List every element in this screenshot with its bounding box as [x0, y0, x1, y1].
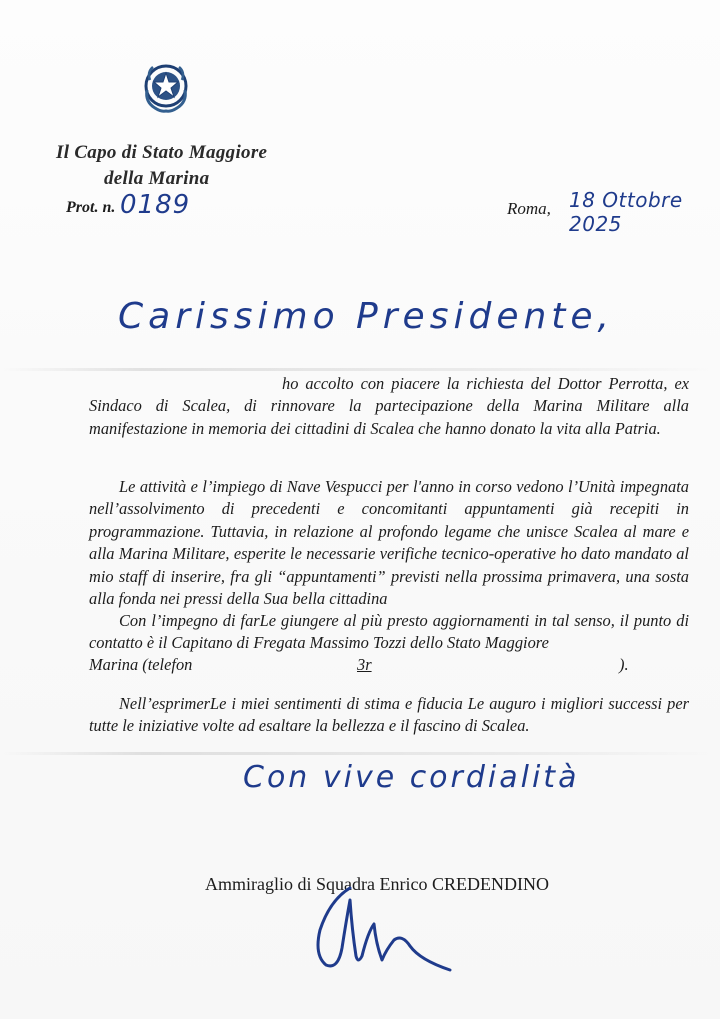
phone-mid: 3r: [357, 655, 372, 674]
letterhead-line2: della Marina: [104, 168, 210, 189]
signature-icon: [290, 860, 480, 980]
closing-handwritten: Con vive cordialità: [243, 760, 580, 795]
phone-end: ).: [619, 655, 629, 674]
date-handwritten: 18 Ottobre 2025: [569, 188, 683, 236]
date-place: Roma,: [507, 199, 551, 218]
letterhead-line1: Il Capo di Stato Maggiore: [56, 142, 268, 163]
body-paragraph-1: ho accolto con piacere la richiesta del Dottor Perrotta, ex Sindaco di Scalea, di rinnovare la partecipazione della Marina Militare alla manifestazione in memoria dei cittadini di Scalea che hanno donato la vita alla Patria.: [89, 374, 689, 438]
phone-prefix: Marina (telefon: [89, 655, 193, 674]
body-paragraph-3: Con l’impegno di farLe giungere al più presto aggiornamenti in tal senso, il punto di contatto è il Capitano di Fregata Massimo Tozzi dello Stato Maggiore: [89, 611, 689, 653]
protocol-number: 0189: [120, 190, 191, 220]
signer-name: Ammiraglio di Squadra Enrico CREDENDINO: [205, 874, 549, 894]
protocol-label: Prot. n.: [66, 199, 116, 216]
body-paragraph-4: Nell’esprimerLe i miei sentimenti di stima e fiducia Le auguro i migliori successi per tutte le iniziative volte ad esaltare la bellezza e il fascino di Scalea.: [89, 694, 689, 736]
salutation: Carissimo Presidente,: [118, 296, 614, 337]
fold-line: [0, 752, 720, 755]
italian-republic-emblem-icon: [141, 60, 191, 114]
body-paragraph-2: Le attività e l’impiego di Nave Vespucci per l'anno in corso vedono l’Unità impegnata nell’assolvimento di precedenti e concomitanti appuntamenti già recepiti in programmazione. Tuttavia, in relazione al profondo legame che unisce Scalea al mare e alla Marina Militare, esperite le necessarie verifiche tecnico-operative ho dato mandato al mio staff di inserire, fra gli “appuntamenti” previsti nella prossima primavera, una sosta alla fonda nei pressi della Sua bella cittadina: [89, 477, 689, 609]
fold-line: [0, 368, 720, 371]
